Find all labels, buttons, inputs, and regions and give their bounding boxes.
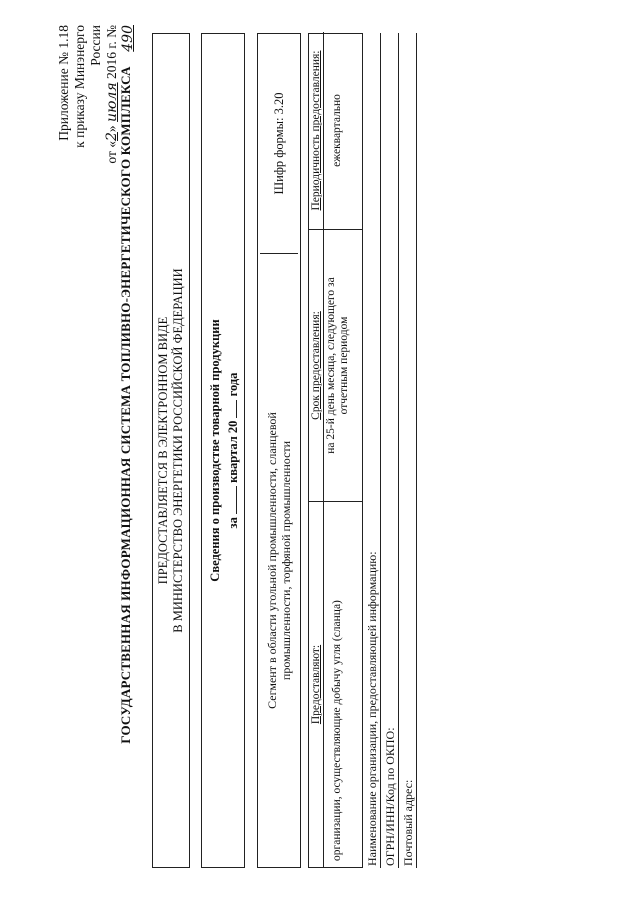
segment-box [257,33,301,868]
organization-block [363,33,423,868]
deadline-value: на 25-й день месяца, следующего за отчетным периодом [325,277,350,454]
form-code: Шифр формы: 3.20 [272,92,286,195]
frequency-column [309,32,362,229]
segment-description: Сегмент в области угольной промышленности, сланцевой промышленности, торфяной промышленности [260,253,298,867]
submission-line-2: В МИНИСТЕРСТВО ЭНЕРГЕТИКИ РОССИЙСКОЙ ФЕДЕРАЦИИ [171,268,185,633]
submission-terms-table [308,33,363,868]
submitters-column [309,501,362,867]
report-period: за квартал 20 года [226,372,240,529]
gov-system-title: ГОСУДАРСТВЕННАЯ ИНФОРМАЦИОННАЯ СИСТЕМА ТОПЛИВНО-ЭНЕРГЕТИЧЕСКОГО КОМПЛЕКСА [118,66,133,744]
postal-address-field[interactable]: Почтовый адрес: [401,33,417,868]
submitters-value: организации, осуществляющие добычу угля (сланца) [331,600,343,861]
appendix-order-ref: к приказу Минэнерго России [72,25,103,148]
appendix-number: Приложение № 1.18 [56,25,71,141]
order-day: 2 [104,132,120,141]
frequency-header: Периодичность предоставления: [309,32,324,229]
organization-ids-field[interactable]: ОГРН/ИНН/Код по ОКПО: [383,33,399,868]
deadline-column [309,229,362,501]
report-title-box [201,33,245,868]
frequency-value: ежеквартально [331,94,343,167]
submission-line-1: ПРЕДОСТАВЛЯЕТСЯ В ЭЛЕКТРОННОМ ВИДЕ [156,316,170,585]
report-title: Сведения о производстве товарной продукции [208,319,222,582]
order-month: июля [104,82,120,122]
quarter-blank-field[interactable] [225,486,237,514]
order-number: 490 [120,25,136,52]
organization-name-field[interactable]: Наименование организации, предоставляющей информацию: [365,33,381,868]
year-blank-field[interactable] [225,400,237,418]
submission-box [152,33,190,868]
deadline-header: Срок предоставления: [309,230,324,501]
appendix-order-date: от «2» июля 2016 г. № 490 [104,25,136,164]
submitters-header: Предоставляют: [309,502,324,867]
